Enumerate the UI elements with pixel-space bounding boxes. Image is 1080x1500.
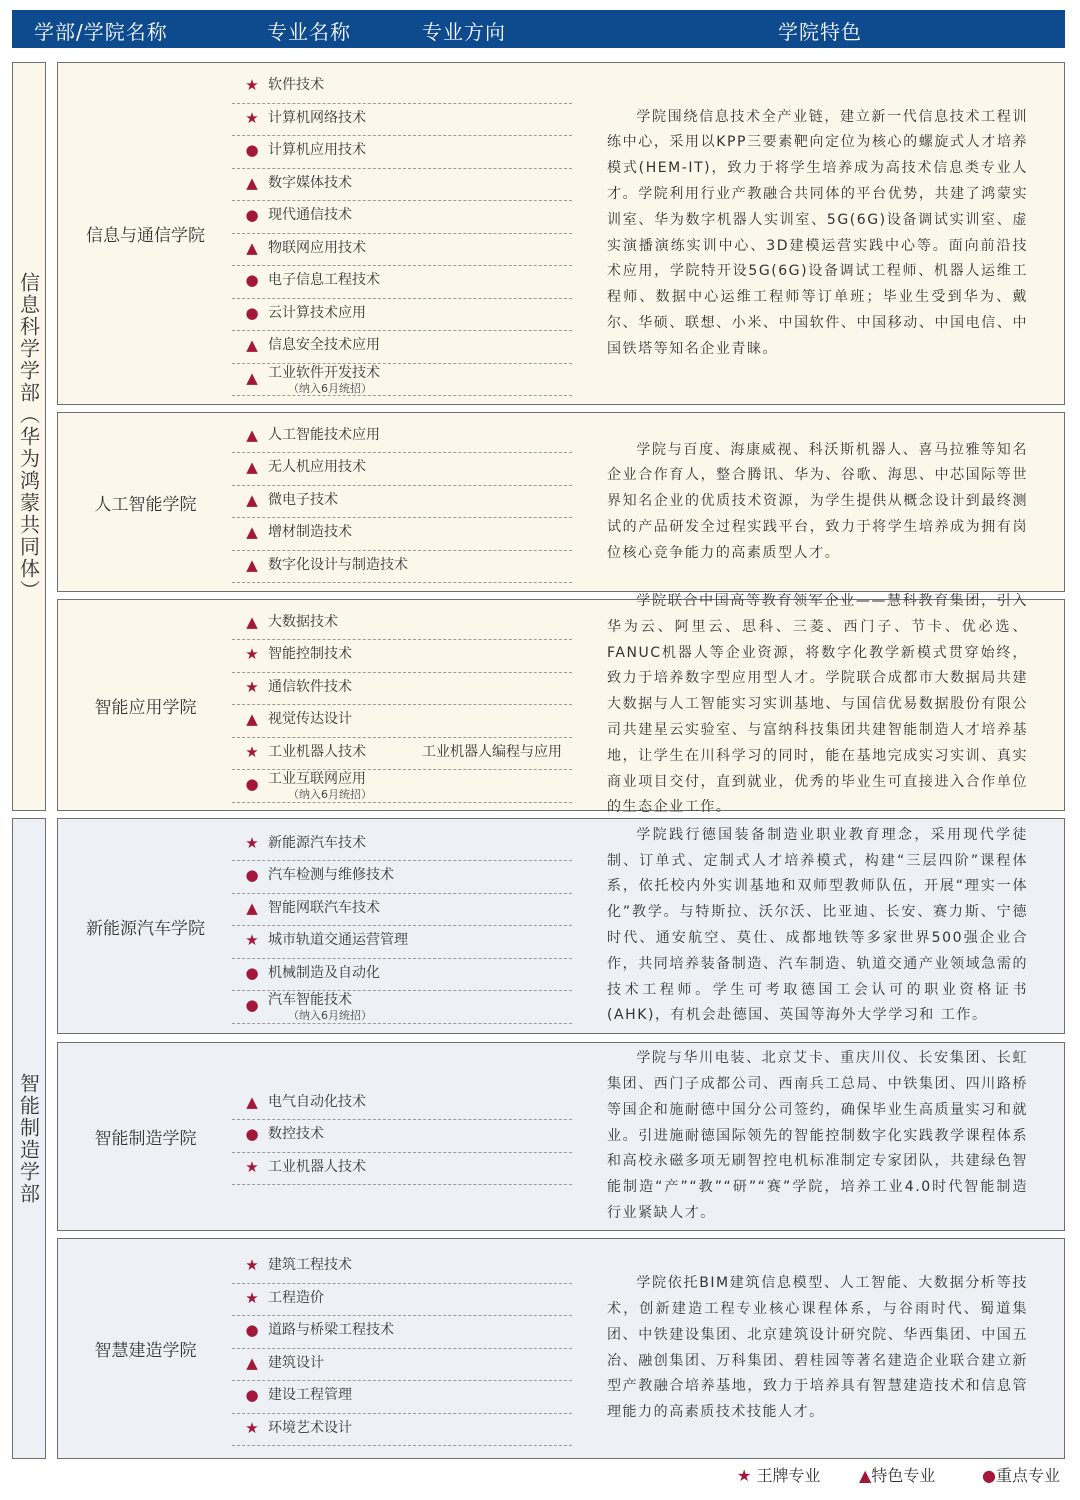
dot-icon: ●: [245, 1386, 259, 1404]
major-name: 数字化设计与制造技术: [268, 556, 408, 573]
star-icon: ★: [245, 1288, 259, 1307]
triangle-icon: ▲: [246, 612, 258, 631]
major-name: 信息安全技术应用: [268, 337, 380, 353]
college-feature: [607, 1043, 1028, 1230]
star-icon: ★: [245, 833, 259, 852]
major-name: 工程造价: [268, 1289, 324, 1306]
major-note: （纳入6月统招）: [288, 788, 372, 801]
major-row: [232, 829, 572, 862]
division-information-science: [12, 62, 46, 811]
division-name: 信息科学学部（华为鸿蒙共同体）: [16, 271, 41, 602]
dot-icon: ●: [245, 1125, 259, 1144]
major-name: 无人机应用技术: [268, 459, 366, 476]
star-icon: ★: [245, 1256, 259, 1274]
triangle-icon: ▲: [246, 336, 258, 354]
major-row: [232, 1284, 572, 1317]
major-row: [232, 1414, 572, 1447]
star-icon: ★: [245, 76, 259, 94]
major-row: [232, 738, 572, 771]
college-section: [57, 62, 1065, 405]
major-name: 电气自动化技术: [268, 1093, 366, 1110]
dot-icon: ●: [245, 775, 259, 793]
dot-icon: ●: [245, 963, 259, 982]
major-row: [232, 299, 572, 332]
major-name: 工业软件开发技术: [268, 364, 380, 381]
dot-icon: ●: [245, 271, 259, 289]
major-list: [232, 413, 572, 591]
major-name: 工业机器人技术: [268, 743, 366, 760]
major-name: 通信软件技术: [268, 678, 352, 695]
major-name: 物联网应用技术: [268, 239, 366, 256]
major-row: [232, 1251, 572, 1284]
college-section: [57, 1238, 1065, 1459]
major-name: 增材制造技术: [268, 524, 352, 541]
star-icon: ★: [245, 677, 259, 696]
feature-text: 学院与百度、海康威视、科沃斯机器人、喜马拉雅等知名企业合作育人，整合腾讯、华为、谷歌、海思、中芯国际等世界知名企业的优质技术资源，为学生提供从概念设计到最终测试的产品研发全过程实践平台，致力于将学生培养成为拥有岗位核心竞争能力的高素质型人才。: [607, 441, 1028, 561]
triangle-icon: ▲: [859, 1466, 872, 1485]
major-row: [232, 894, 572, 927]
major-name: 云计算技术应用: [268, 304, 366, 321]
header-feature: 学院特色: [778, 20, 862, 44]
major-name: 环境艺术设计: [268, 1419, 352, 1436]
major-row: [232, 453, 572, 486]
star-icon: ★: [245, 1157, 259, 1176]
college-feature: [607, 592, 1028, 816]
star-icon: ★: [245, 645, 259, 663]
major-row: [232, 1349, 572, 1382]
college-section: [57, 592, 1065, 816]
star-icon: ★: [245, 742, 259, 761]
major-row: [232, 1120, 572, 1153]
major-row: [232, 486, 572, 519]
college-name: 新能源汽车学院: [86, 918, 205, 939]
dot-icon: ●: [982, 1466, 996, 1485]
triangle-icon: ▲: [246, 898, 258, 917]
header-college: 学部/学院名称: [34, 20, 168, 44]
triangle-icon: ▲: [246, 1353, 258, 1372]
division-name: 智能制造学部: [16, 1072, 41, 1205]
college-feature: [607, 819, 1028, 1033]
major-name: 微电子技术: [268, 491, 338, 508]
college-section: [57, 1042, 1065, 1231]
major-row: [232, 673, 572, 706]
major-row: [232, 1088, 572, 1121]
major-list: [232, 1043, 572, 1230]
triangle-icon: ▲: [246, 1092, 258, 1111]
major-name: 建筑设计: [268, 1354, 324, 1371]
triangle-icon: ▲: [246, 523, 258, 542]
major-direction: 工业机器人编程与应用: [422, 743, 562, 760]
triangle-icon: ▲: [246, 458, 258, 477]
college-feature: [607, 1239, 1028, 1458]
legend-triangle: [859, 1463, 935, 1486]
major-row: [232, 1381, 572, 1414]
header-major: 专业名称: [267, 20, 351, 44]
dot-icon: ●: [245, 866, 259, 884]
major-row: [232, 266, 572, 299]
major-name: 智能网联汽车技术: [268, 899, 380, 916]
dot-icon: ●: [245, 141, 259, 159]
triangle-icon: ▲: [246, 710, 258, 728]
major-name: 智能控制技术: [268, 646, 352, 662]
legend-label: 重点专业: [995, 1466, 1060, 1485]
college-name: 人工智能学院: [94, 494, 197, 515]
major-row: [232, 234, 572, 267]
star-icon: ★: [245, 931, 259, 949]
division-intelligent-manufacturing: [12, 818, 46, 1459]
feature-text: 学院与华川电装、北京艾卡、重庆川仪、长安集团、长虹集团、西门子成都公司、西南兵工总局、中铁集团、四川路桥等国企和施耐德中国分公司签约，确保毕业生高质量实习和就业。引进施耐德国际领先的智能控制数字化实践教学课程体系和高校永磁多项无刷智控电机标准制定专家团队，共建绿色智能制造“产”“教”“研”“赛”学院，培养工业4.0时代智能制造行业紧缺人才。: [607, 1050, 1028, 1221]
star-icon: ★: [245, 1418, 259, 1437]
major-name: 工业互联网应用: [268, 771, 366, 787]
feature-text: 学院围绕信息技术全产业链，建立新一代信息技术工程训练中心，采用以KPP三要素靶向定位为核心的螺旋式人才培养模式(HEM-IT)，致力于将学生培养成为高技术信息类专业人才。学院利用行业产教融合共同体的平台优势，共建了鸿蒙实训室、华为数字机器人实训室、5G(6G)设备调试实训室、虚实演播演练实训中心、3D建模运营实践中心等。面向前沿技术应用，学院特开设5G(6G)设备调试工程师、机器人运维工程师、数据中心运维工程师等订单班；毕业生受到华为、戴尔、华硕、联想、小米、中国软件、中国移动、中国电信、中国铁塔等知名企业青睐。: [607, 108, 1028, 357]
major-name: 计算机应用技术: [268, 142, 366, 158]
major-name: 道路与桥梁工程技术: [268, 1322, 394, 1338]
triangle-icon: ▲: [246, 238, 258, 257]
table-header: [12, 10, 1065, 48]
major-row: [232, 991, 572, 1024]
legend-label: 特色专业: [871, 1466, 936, 1485]
college-section: [57, 818, 1065, 1034]
major-name: 数控技术: [268, 1126, 324, 1143]
dot-icon: ●: [245, 206, 259, 224]
header-direction: 专业方向: [422, 20, 506, 44]
star-icon: ★: [737, 1466, 752, 1485]
major-list: [232, 819, 572, 1033]
dot-icon: ●: [245, 303, 259, 322]
major-row: [232, 71, 572, 104]
major-row: [232, 705, 572, 738]
college-feature: [607, 63, 1028, 404]
major-name: 计算机网络技术: [268, 109, 366, 126]
college-name: 智能应用学院: [94, 697, 197, 718]
major-row: [232, 136, 572, 169]
major-name: 软件技术: [268, 77, 324, 93]
major-row: [232, 770, 572, 803]
legend-dot: [982, 1463, 1060, 1486]
feature-text: 学院依托BIM建筑信息模型、人工智能、大数据分析等技术，创新建造工程专业核心课程体系，与谷雨时代、蜀道集团、中铁建设集团、北京建筑设计研究院、华西集团、中国五冶、融创集团、万科集团、碧桂园等著名建造企业联合建立新型产教融合培养基地，致力于培养具有智慧建造技术和信息管理能力的高素质技术技能人才。: [607, 1275, 1028, 1421]
major-row: [232, 608, 572, 641]
college-name: 智慧建造学院: [94, 1341, 197, 1361]
major-row: [232, 169, 572, 202]
triangle-icon: ▲: [246, 425, 258, 444]
major-row: [232, 364, 572, 397]
major-row: [232, 959, 572, 992]
triangle-icon: ▲: [246, 490, 258, 509]
major-list: [232, 63, 572, 404]
major-row: [232, 201, 572, 234]
major-row: [232, 331, 572, 364]
major-name: 视觉传达设计: [268, 711, 352, 727]
major-row: [232, 104, 572, 137]
major-name: 建筑工程技术: [268, 1257, 352, 1273]
major-name: 人工智能技术应用: [268, 426, 380, 443]
major-name: 工业机器人技术: [268, 1158, 366, 1175]
college-name: 信息与通信学院: [86, 226, 205, 246]
major-note: （纳入6月统招）: [288, 381, 372, 395]
major-name: 机械制造及自动化: [268, 964, 380, 981]
major-note: （纳入6月统招）: [288, 1009, 372, 1022]
feature-text: 学院践行德国装备制造业职业教育理念，采用现代学徒制、订单式、定制式人才培养模式，构建“三层四阶”课程体系，依托校内外实训基地和双师型教师队伍，开展“理实一体化”教学。与特斯拉、沃尔沃、比亚迪、长安、赛力斯、宁德时代、通安航空、莫仕、成都地铁等多家世界500强企业合作，共同培养装备制造、汽车制造、轨道交通产业领域急需的技术工程师。学生可考取德国工会认可的职业资格证书(AHK)，有机会赴德国、英国等海外大学学习和 工作。: [607, 826, 1028, 1024]
major-name: 数字媒体技术: [268, 174, 352, 191]
major-list: [232, 1239, 572, 1458]
major-name: 电子信息工程技术: [268, 272, 380, 288]
major-list: [232, 600, 572, 810]
legend-label: 王牌专业: [756, 1466, 821, 1485]
major-row: [232, 1316, 572, 1349]
major-row: [232, 926, 572, 959]
major-row: [232, 421, 572, 454]
college-name: 智能制造学院: [94, 1129, 197, 1149]
major-row: [232, 551, 572, 584]
major-row: [232, 1153, 572, 1186]
major-name: 建设工程管理: [268, 1387, 352, 1403]
major-name: 汽车检测与维修技术: [268, 867, 394, 883]
major-row: [232, 861, 572, 894]
legend-star: [737, 1463, 820, 1486]
college-section: [57, 412, 1065, 592]
triangle-icon: ▲: [246, 173, 258, 192]
major-row: [232, 640, 572, 673]
major-name: 城市轨道交通运营管理: [268, 932, 408, 948]
college-feature: [607, 413, 1028, 591]
major-name: 新能源汽车技术: [268, 834, 366, 851]
star-icon: ★: [245, 108, 259, 127]
triangle-icon: ▲: [246, 368, 258, 387]
feature-text: 学院联合中国高等教育领军企业——慧科教育集团，引入华为云、阿里云、思科、三菱、西门子、节卡、优必选、FANUC机器人等企业资源，将数字化教学新模式贯穿始终，致力于培养数字型应用型人才。学院联合成都市大数据局共建大数据与人工智能实习实训基地、与国信优易数据股份有限公司共建星云实验室、与富纳科技集团共建智能制造人才培养基地，让学生在川科学习的同时，能在基地完成实习实训、真实商业项目交付，直到就业，优秀的毕业生可直接进入合作单位的生态企业工作。: [607, 592, 1028, 816]
major-name: 大数据技术: [268, 613, 338, 630]
triangle-icon: ▲: [246, 555, 258, 574]
dot-icon: ●: [245, 1321, 259, 1339]
major-name: 现代通信技术: [268, 207, 352, 223]
major-row: [232, 518, 572, 551]
major-name: 汽车智能技术: [268, 992, 352, 1008]
dot-icon: ●: [245, 996, 259, 1014]
